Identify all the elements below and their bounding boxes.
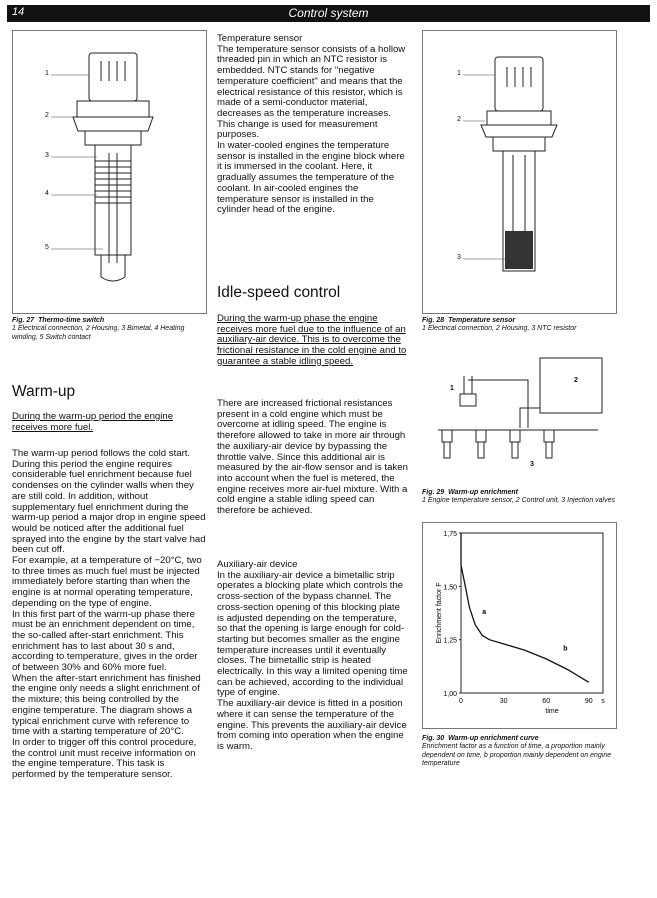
fig27-callout-4: 4 [45,190,49,197]
fig29-callout-1: 1 [450,385,454,392]
aux-air-paragraph-2: The auxiliary-air device is fitted in a position where it can sense the temperature of the engine. This prevents the auxiliary-air device from coming into operation when the engine is warm. [217,698,407,752]
aux-air-paragraph-1: In the auxiliary-air device a bimetallic strip operates a blocking plate which controls the cross-section of the bypass channel. The cross-section opening of this blocking plate is adjusted depending on the temperature, so that the opening is large enough for cold-starting but becomes smaller as the engine temperature increases until it eventually closes. The bimetallic strip is heated electrically. In this way a limited opening time can be achieved, according to the individual type of engine. [217,569,408,699]
warm-up-paragraph-4: When the after-start enrichment has finished the engine only needs a slight enrichment of the mixture; this being controlled by the engine temperature. The diagram shows a typical enrichment curve with reference to time with a starting temperature of 20°C. [12,672,201,738]
warm-up-heading: Warm-up [12,383,76,400]
fig27-callout-3: 3 [45,152,49,159]
fig30-label: Fig. 30 [422,735,445,742]
y-tick-label: 1,75 [443,531,457,538]
x-tick-label: 30 [499,698,508,705]
x-tick-label: 60 [542,698,551,705]
fig27-callout-1: 1 [45,70,49,77]
fig27-desc: 1 Electrical connection, 2 Housing, 3 Bimetal, 4 Heating winding, 5 Switch contact [12,325,185,341]
y-axis-label: Enrichment factor F [436,582,443,644]
warm-up-lead: During the warm-up period the engine receives more fuel. [12,411,174,433]
x-axis-label: time [545,708,559,715]
fig29-caption [422,489,622,506]
sensor-section [217,34,409,216]
fig30-box [422,522,617,729]
fig29-callout-3: 3 [530,461,534,468]
fig27-caption [12,317,207,342]
page-header [7,5,650,22]
fig29-title: Warm-up enrichment [448,489,518,496]
fig27-label: Fig. 27 [12,317,35,324]
fig28-label: Fig. 28 [422,317,445,324]
y-tick-label: 1,00 [443,691,457,698]
fig28-caption [422,317,622,334]
warm-up-body [12,449,206,781]
page-number: 14 [12,6,25,18]
x-tick-label: s [601,698,605,705]
aux-air-title: Auxiliary-air device [217,559,298,570]
fig29-callout-2: 2 [574,377,578,384]
fig30-caption [422,735,622,768]
fig30-desc: Enrichment factor as a function of time, a proportion mainly dependent on time, b proportion mainly dependent on engine temperature [422,743,612,767]
warm-up-paragraph-1: The warm-up period follows the cold start. During this period the engine requires considerable fuel enrichment because fuel condenses on the cylinder walls when they are still cold. In addition, without supplementary fuel enrichment during the warm-up period a major drop in engine speed would be noticed after the additional fuel sprayed into the engine by the start valve had been cut off. [12,448,206,556]
x-tick-label: 90 [584,698,593,705]
warm-up-enrichment-diagram [422,348,615,480]
warm-up-paragraph-3: In this first part of the warm-up phase there must be an enrichment dependent on time, the so-called after-start enrichment. This enrichment has to last about 30 s and, according to temperature, gives in the order of between 30% and 60% more fuel. [12,608,198,674]
fig27-callout-2: 2 [45,112,49,119]
sensor-paragraph-1: The temperature sensor consists of a hollow threaded pin in which an NTC resistor is embedded. NTC stands for "negative temperature coefficient" and means that the electrical resistance of this resistor, which is made of a semi-conductor material, decreases as the temperature increases. This change is used for measurement purposes. [217,43,406,141]
enrichment-series-line [461,565,589,682]
y-tick-label: 1,50 [443,584,457,592]
fig30-title: Warm-up enrichment curve [448,735,539,742]
x-tick-label: 0 [459,698,463,705]
sensor-title: Temperature sensor [217,33,303,44]
fig28-box [422,30,617,314]
fig28-desc: 1 Electrical connection, 2 Housing, 3 NTC resistor [422,325,577,333]
y-tick-label: 1,25 [443,637,457,645]
curve-annotation: b [563,645,568,653]
fig27-callout-5: 5 [45,244,49,251]
warm-up-paragraph-5: In order to trigger off this control procedure, the control unit must receive information on the engine temperature. This task is performed by the temperature sensor. [12,736,197,781]
idle-speed-paragraph: There are increased frictional resistances present in a cold engine which must be overcome at idling speed. The engine is therefore allowed to take in more air through the auxiliary-air device by bypassing the throttle valve. Since this additional air is measured by the air-flow sensor and is taken into account when the fuel is metered, the engine receives more air-fuel mixture. With a cold engine a stable idling speed can therefore be achieved. [217,398,408,517]
idle-speed-lead: During the warm-up phase the engine receives more fuel due to the influence of an auxiliary-air device. This is to overcome the frictional resistance in the cold engine and to guarantee a stable idling speed. [217,313,407,367]
running-title: Control system [288,6,369,20]
fig27-title: Thermo-time switch [38,317,105,324]
fig28-callout-3: 3 [457,254,461,261]
fig29-diagram [422,348,615,480]
idle-speed-heading: Idle-speed control [217,284,341,301]
temperature-sensor-drawing [423,31,616,313]
aux-air-section [217,560,409,753]
enrichment-curve-chart [423,523,616,728]
thermo-time-switch-drawing [13,31,206,313]
fig28-callout-2: 2 [457,116,461,123]
warm-up-paragraph-2: For example, at a temperature of −20°C, two to three times as much fuel must be injected immediately before starting than when the engine is at normal operating temperature, depending on the type of engine. [12,555,202,609]
fig28-callout-1: 1 [457,70,461,77]
fig28-title: Temperature sensor [448,317,516,324]
sensor-paragraph-2: In water-cooled engines the temperature sensor is installed in the engine block where it is immersed in the coolant. Here, it gradually assumes the temperature of the coolant. In air-cooled engines the temperature sensor is installed in the cylinder head of the engine. [217,140,405,216]
fig29-label: Fig. 29 [422,489,445,496]
fig29-desc: 1 Engine temperature sensor, 2 Control unit, 3 Injection valves [422,497,615,505]
curve-annotation: a [482,609,487,617]
fig27-box [12,30,207,314]
